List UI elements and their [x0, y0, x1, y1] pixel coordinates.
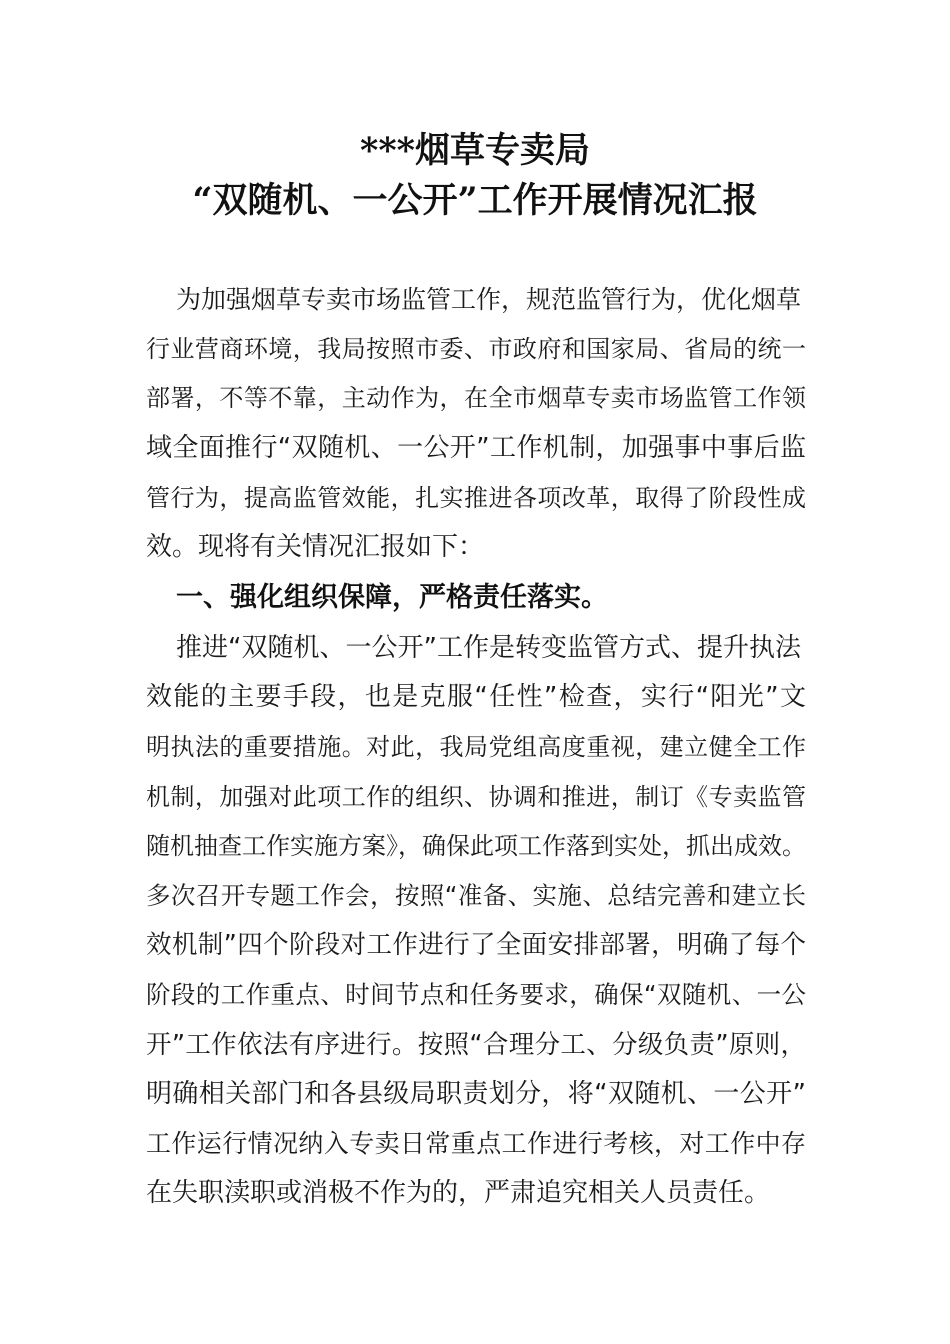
section-1-line-11: 工作运行情况纳入专卖日常重点工作进行考核，对工作中存: [146, 1129, 806, 1158]
section-1-line-12: 在失职渎职或消极不作为的，严肃追究相关人员责任。: [146, 1178, 771, 1208]
section-1-line-3: 明执法的重要措施。对此，我局党组高度重视，建立健全工作: [146, 733, 806, 761]
section-1-line-5: 随机抽查工作实施方案》，确保此项工作落到实处，抓出成效。: [146, 832, 806, 860]
section-1-line-7: 效机制”四个阶段对工作进行了全面安排部署，明确了每个: [146, 930, 806, 960]
section-1-line-10: 明确相关部门和各县级局职责划分，将“双随机、一公开”: [146, 1079, 806, 1109]
intro-line-2: 行业营商环境，我局按照市委、市政府和国家局、省局的统一: [146, 335, 806, 363]
section-1-heading: 一、强化组织保障，严格责任落实。: [176, 582, 608, 613]
section-1-line-9: 开”工作依法有序进行。按照“合理分工、分级负责”原则，: [146, 1030, 806, 1060]
intro-line-1: 为加强烟草专卖市场监管工作，规范监管行为，优化烟草: [176, 285, 802, 314]
section-1-line-6: 多次召开专题工作会，按照“准备、实施、总结完善和建立长: [146, 881, 806, 910]
section-1-line-4: 机制，加强对此项工作的组织、协调和推进，制订《专卖监管: [146, 783, 806, 811]
section-1-line-1: 推进“双随机、一公开”工作是转变监管方式、提升执法: [176, 633, 801, 663]
section-1-line-8: 阶段的工作重点、时间节点和任务要求，确保“双随机、一公: [146, 980, 806, 1009]
intro-line-5: 管行为，提高监管效能，扎实推进各项改革，取得了阶段性成: [146, 484, 806, 512]
document-title-line-2: “双随机、一公开”工作开展情况汇报: [192, 180, 758, 221]
intro-line-4: 域全面推行“双随机、一公开”工作机制，加强事中事后监: [146, 433, 806, 463]
intro-line-3: 部署，不等不靠，主动作为，在全市烟草专卖市场监管工作领: [146, 384, 806, 412]
section-1-line-2: 效能的主要手段，也是克服“任性”检查，实行“阳光”文: [146, 682, 806, 712]
document-title-line-1: ***烟草专卖局: [360, 130, 590, 171]
intro-line-6: 效。现将有关情况汇报如下：: [146, 532, 485, 562]
